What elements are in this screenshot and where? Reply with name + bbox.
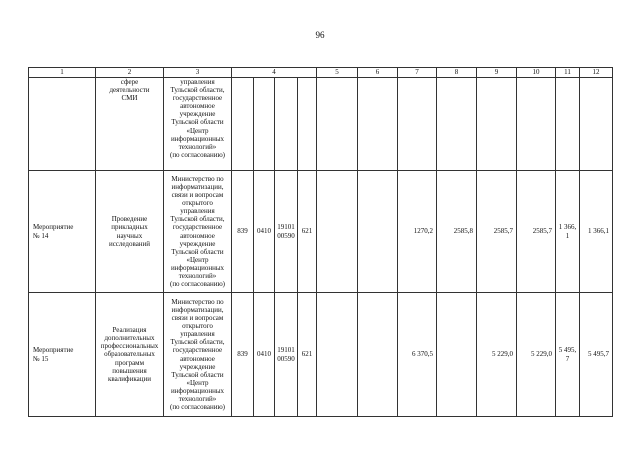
value-cell: 5 229,0 bbox=[477, 293, 517, 417]
section-cell: 0410 bbox=[254, 293, 275, 417]
grbs-cell bbox=[232, 78, 254, 171]
value-cell bbox=[477, 78, 517, 171]
header-cell: 1 bbox=[29, 68, 96, 78]
header-cell: 5 bbox=[317, 68, 358, 78]
page-number: 96 bbox=[315, 30, 325, 40]
section-cell: 0410 bbox=[254, 171, 275, 293]
value-cell: 2585,8 bbox=[437, 171, 477, 293]
description-cell: Реализация дополнительных профессиональных образовательных программ повышения квалификации bbox=[96, 293, 164, 417]
header-cell: 10 bbox=[517, 68, 556, 78]
value-cell: 2585,7 bbox=[477, 171, 517, 293]
value-cell: 6 370,5 bbox=[398, 293, 437, 417]
grbs-cell: 839 bbox=[232, 293, 254, 417]
value-cell: 2585,7 bbox=[517, 171, 556, 293]
expense-type-cell: 621 bbox=[298, 293, 317, 417]
value-cell: 5 229,0 bbox=[517, 293, 556, 417]
value-cell bbox=[437, 78, 477, 171]
executor-cell: управления Тульской области, государственное автономное учреждение Тульской области «Центр информационных технологий» (по согласованию) bbox=[164, 78, 232, 171]
description-cell: Проведение прикладных научных исследований bbox=[96, 171, 164, 293]
header-cell: 9 bbox=[477, 68, 517, 78]
section-cell bbox=[254, 78, 275, 171]
executor-cell: Министерство по информатизации, связи и вопросам открытого управления Тульской области, государственное автономное учреждение Тульской области «Центр информационных технологий» (по согласованию) bbox=[164, 171, 232, 293]
value-cell bbox=[358, 78, 398, 171]
target-article-cell: 19101 00590 bbox=[275, 293, 298, 417]
header-cell: 2 bbox=[96, 68, 164, 78]
target-article-cell: 19101 00590 bbox=[275, 171, 298, 293]
value-cell: 5 495,7 bbox=[580, 293, 613, 417]
header-cell: 7 bbox=[398, 68, 437, 78]
target-article-cell bbox=[275, 78, 298, 171]
description-cell: сфере деятельности СМИ bbox=[96, 78, 164, 171]
value-cell bbox=[556, 78, 580, 171]
executor-cell: Министерство по информатизации, связи и вопросам открытого управления Тульской области, государственное автономное учреждение Тульской области «Центр информационных технологий» (по согласованию) bbox=[164, 293, 232, 417]
activity-cell: Мероприятие № 14 bbox=[29, 171, 96, 293]
header-cell: 4 bbox=[232, 68, 317, 78]
value-cell bbox=[317, 293, 358, 417]
header-cell: 11 bbox=[556, 68, 580, 78]
expense-type-cell: 621 bbox=[298, 171, 317, 293]
table-row bbox=[29, 171, 613, 293]
header-cell: 8 bbox=[437, 68, 477, 78]
expense-type-cell bbox=[298, 78, 317, 171]
value-cell bbox=[358, 293, 398, 417]
activity-cell bbox=[29, 78, 96, 171]
activity-cell: Мероприятие № 15 bbox=[29, 293, 96, 417]
value-cell bbox=[317, 78, 358, 171]
value-cell bbox=[317, 171, 358, 293]
value-cell bbox=[580, 78, 613, 171]
value-cell: 1270,2 bbox=[398, 171, 437, 293]
value-cell: 1 366, 1 bbox=[556, 171, 580, 293]
table-row bbox=[29, 293, 613, 417]
grbs-cell: 839 bbox=[232, 171, 254, 293]
value-cell bbox=[437, 293, 477, 417]
value-cell: 5 495, 7 bbox=[556, 293, 580, 417]
header-cell: 3 bbox=[164, 68, 232, 78]
value-cell bbox=[358, 171, 398, 293]
header-cell: 12 bbox=[580, 68, 613, 78]
budget-table bbox=[28, 67, 613, 417]
table-header-row bbox=[29, 68, 613, 78]
value-cell: 1 366,1 bbox=[580, 171, 613, 293]
table-row bbox=[29, 78, 613, 171]
value-cell bbox=[398, 78, 437, 171]
header-cell: 6 bbox=[358, 68, 398, 78]
value-cell bbox=[517, 78, 556, 171]
